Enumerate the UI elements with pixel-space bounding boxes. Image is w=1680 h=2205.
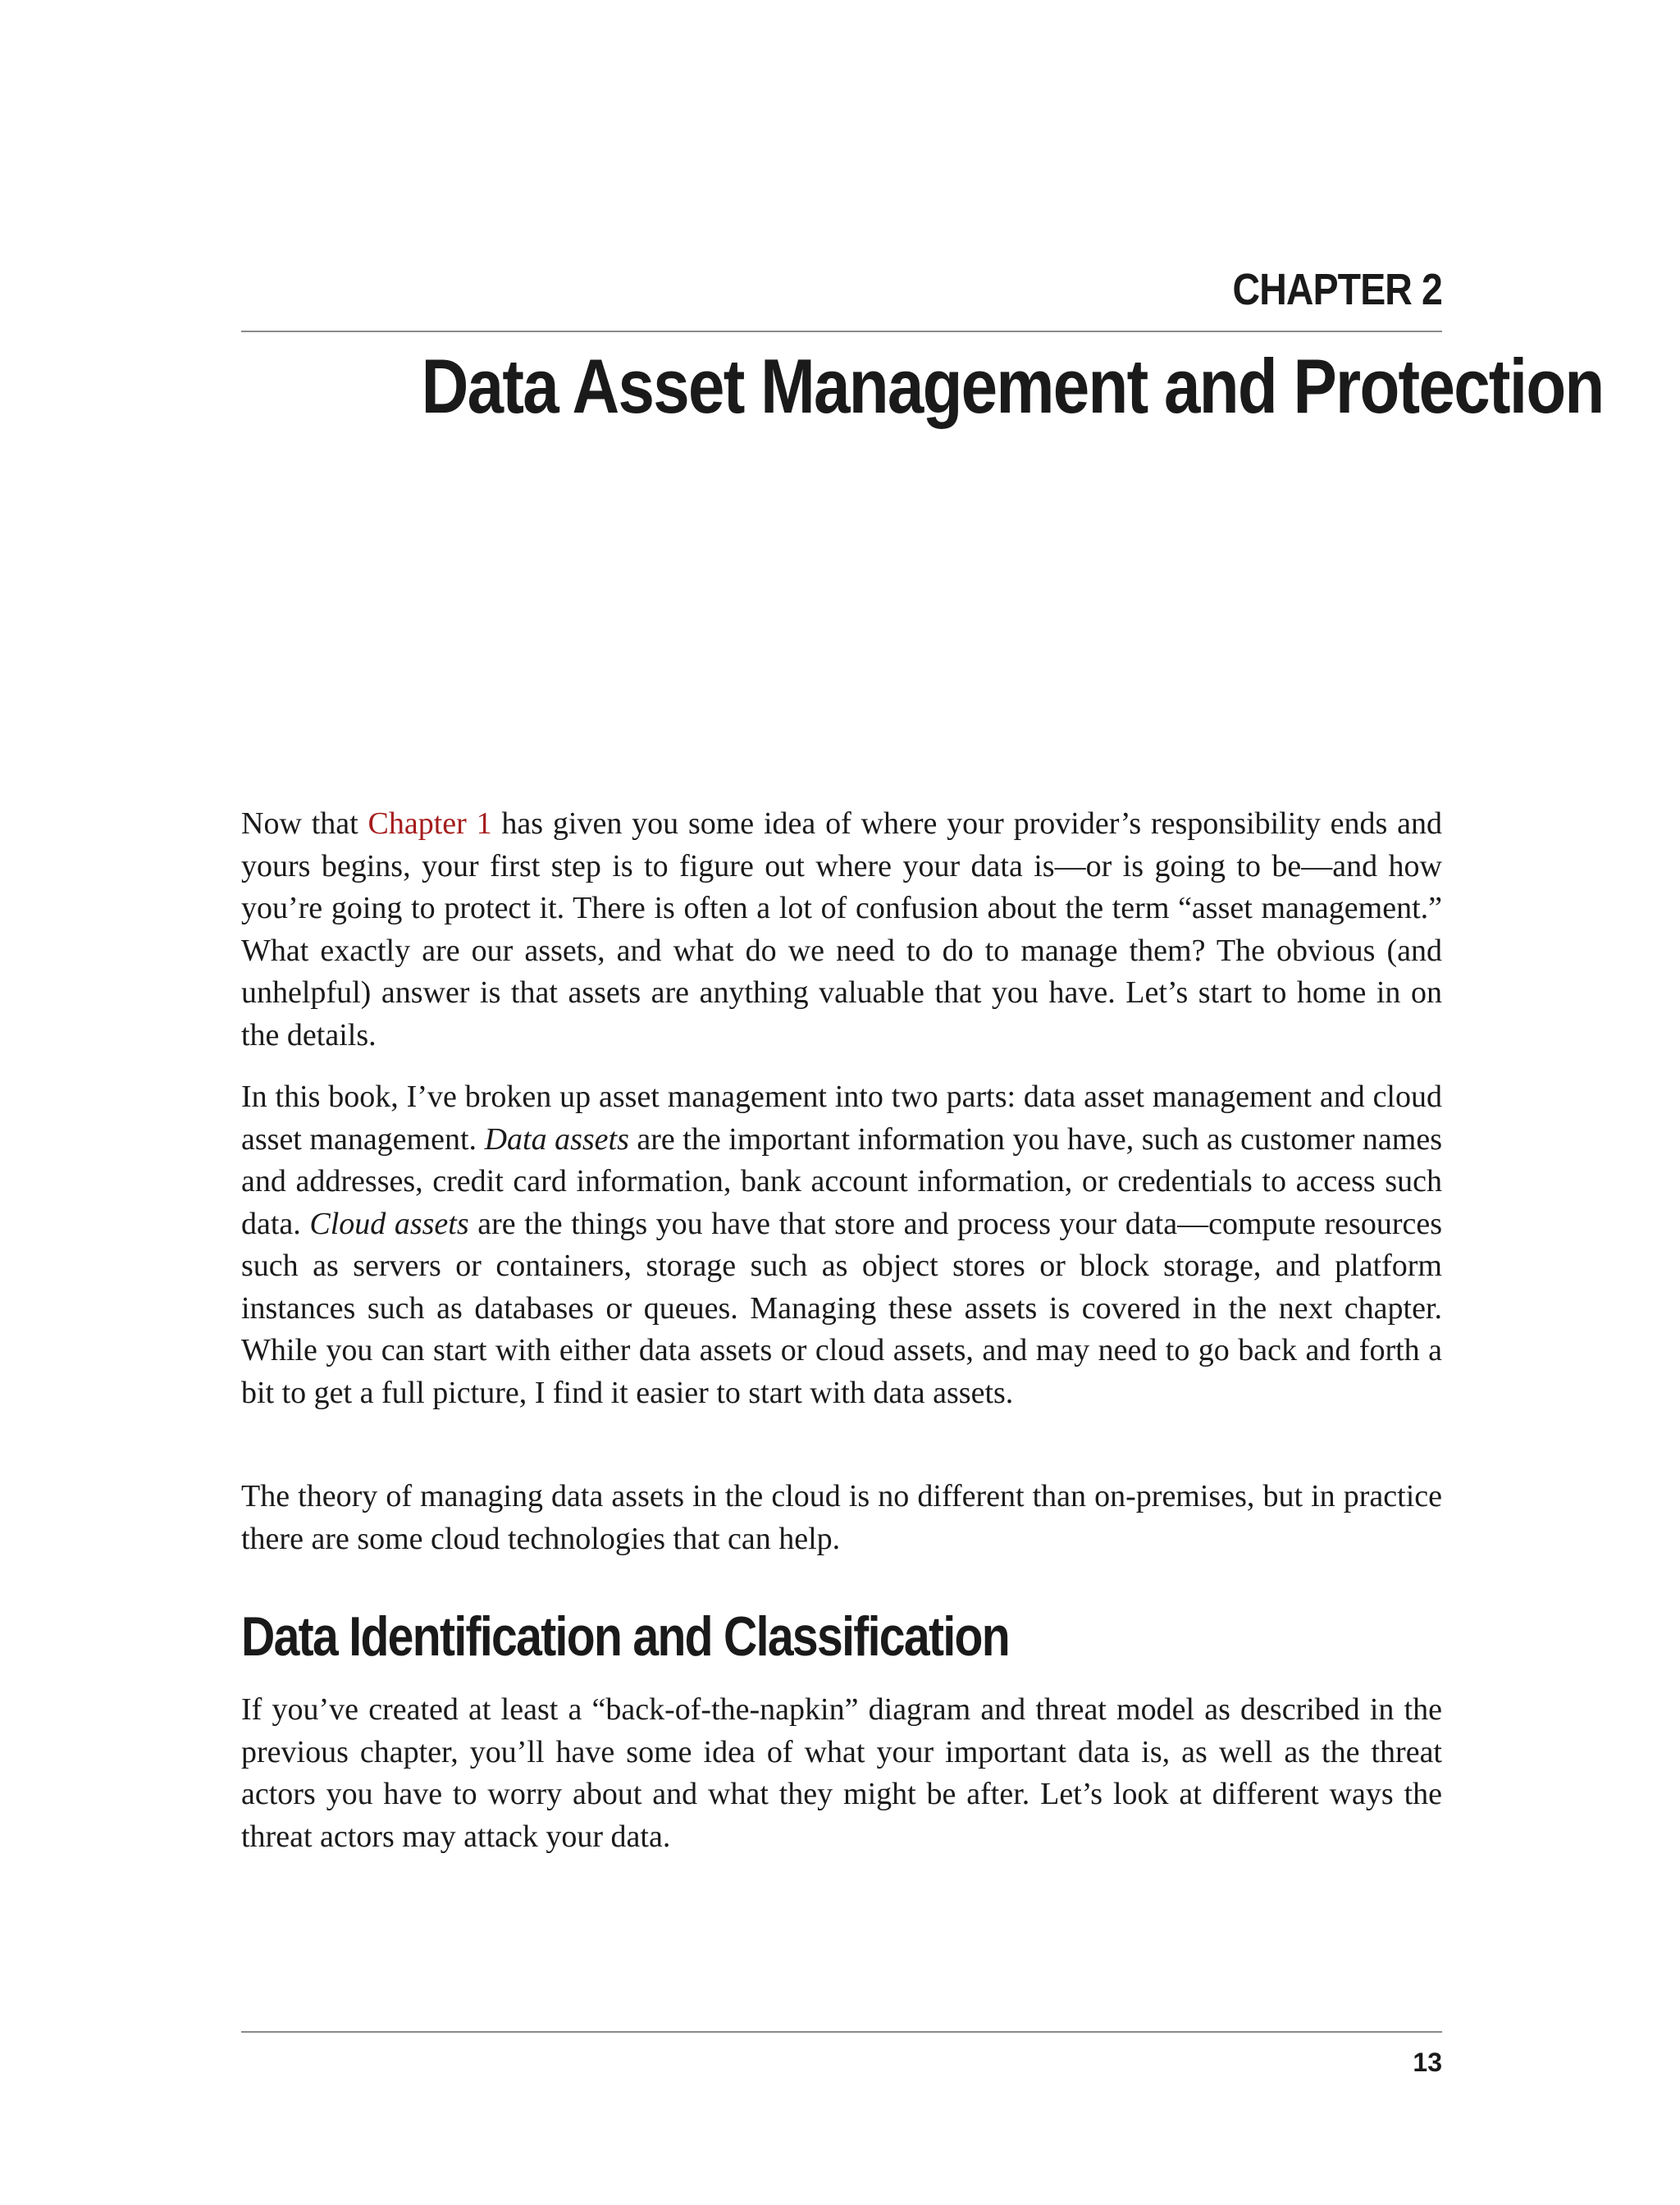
intro-text-rest: has given you some idea of where your provider’s responsibility ends and yours begins, your first step is to figure out where your data is—or is going to be—and how you’re going to protect it. There is often a lot of confusion about the term “asset management.” What exactly are our assets, and what do we need to do to manage them? The obvious (and unhelpful) answer is that assets are anything valuable that you have. Let’s start to home in on the details. xyxy=(241,806,1442,1052)
page-number: 13 xyxy=(1413,2048,1442,2077)
data-assets-term: Data assets xyxy=(484,1121,629,1157)
cloud-assets-term: Cloud assets xyxy=(309,1206,469,1241)
chapter-divider xyxy=(241,331,1442,332)
theory-paragraph: The theory of managing data assets in the cloud is no different than on-premises, but in practice there are some cloud technologies that can help. xyxy=(241,1479,1442,1556)
footer-divider xyxy=(241,2031,1442,2033)
assets-paragraph xyxy=(241,1076,1442,1414)
identification-paragraph: If you’ve created at least a “back-of-the-napkin” diagram and threat model as described in the previous chapter, you’ll have some idea of what your important data is, as well as the threat actors you have to worry about and what they might be after. Let’s look at different ways the threat actors may attack your data. xyxy=(241,1692,1442,1854)
chapter-label: CHAPTER 2 xyxy=(1232,265,1442,314)
chapter-1-link[interactable]: Chapter 1 xyxy=(368,806,492,841)
section-heading: Data Identification and Classification xyxy=(241,1605,1009,1668)
intro-paragraph xyxy=(241,803,1442,1057)
assets-text-1: In this book, I’ve broken up asset management into two parts: data asset management and cloud asset management. xyxy=(241,1080,1442,1157)
assets-text-3: are the things you have that store and process your data—compute resources such as servers or containers, storage such as object stores or block storage, and platform instances such as databases or queues. Managing these assets is covered in the next chapter. While you can start with either data assets or cloud assets, and may need to go back and forth a bit to get a full picture, I find it easier to start with data assets. xyxy=(241,1206,1442,1410)
assets-text-2: are the important information you have, such as customer names and addresses, credit card information, bank account information, or credentials to access such data. xyxy=(241,1121,1442,1241)
chapter-title: Data Asset Management and Protection xyxy=(421,343,1604,429)
intro-text-start: Now that xyxy=(241,806,368,841)
